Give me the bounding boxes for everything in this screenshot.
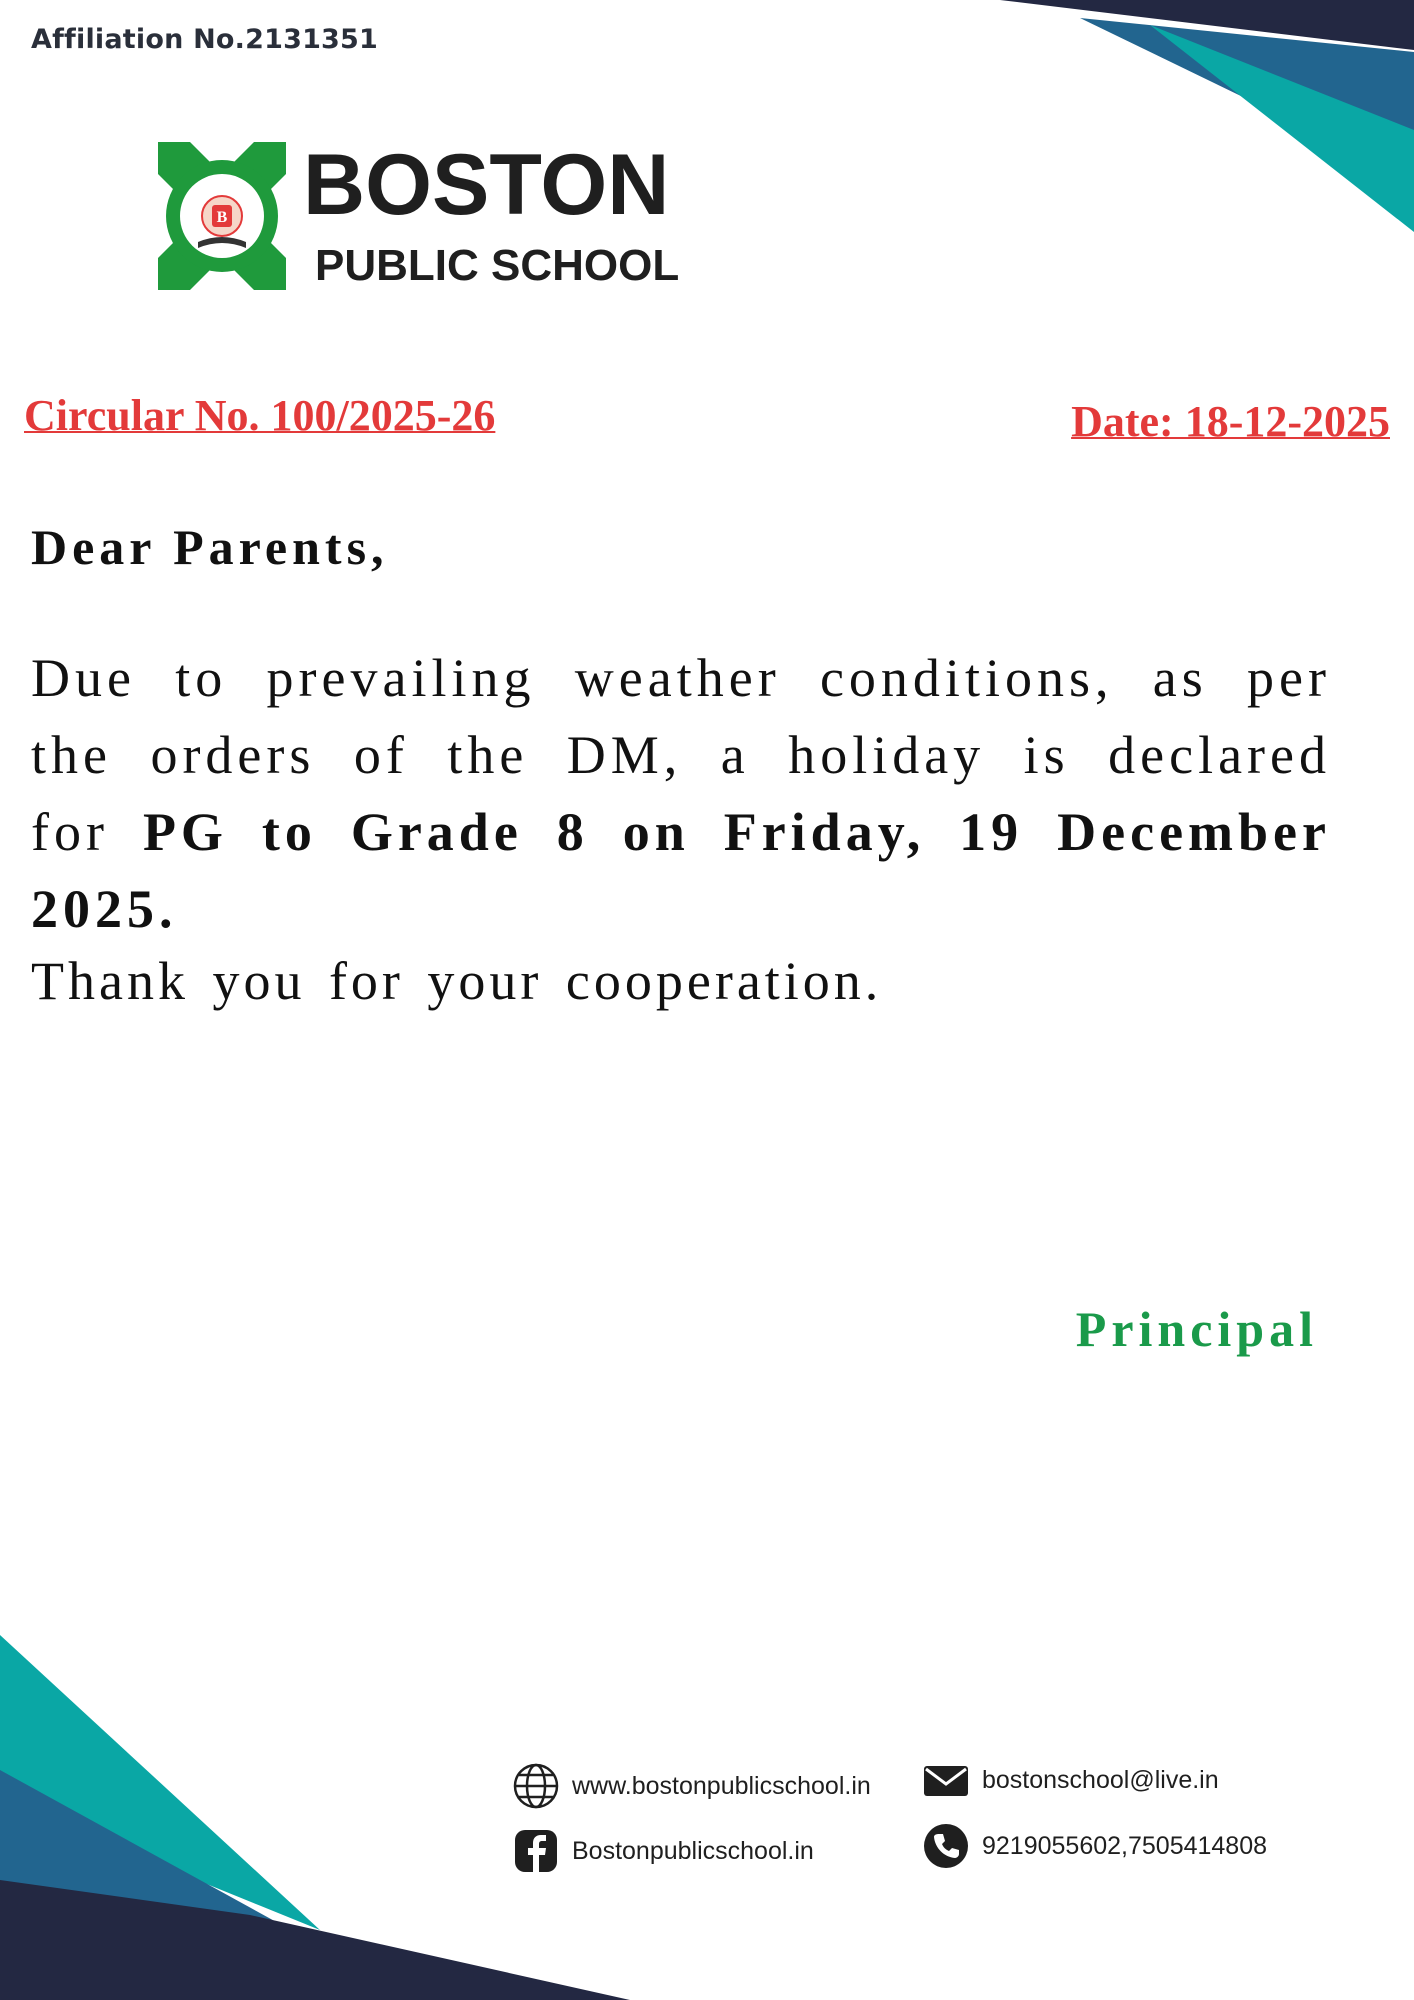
phone-icon: [922, 1822, 970, 1870]
closing-line: Thank you for your cooperation.: [31, 951, 883, 1011]
phone-text: 9219055602,7505414808: [982, 1831, 1268, 1860]
circular-body: [31, 640, 1331, 948]
logo-initials: B: [216, 209, 228, 226]
school-name: BOSTON: [303, 137, 670, 233]
school-subtitle: PUBLIC SCHOOL: [315, 241, 680, 290]
facebook-link[interactable]: [512, 1827, 814, 1875]
salutation: Dear Parents,: [31, 519, 389, 575]
circular-date: Date: 18-12-2025: [1071, 397, 1390, 446]
email-text: bostonschool@live.in: [982, 1765, 1219, 1794]
mail-icon: [922, 1756, 970, 1804]
affiliation-number: Affiliation No.2131351: [31, 24, 379, 55]
website-text: www.bostonpublicschool.in: [572, 1771, 871, 1800]
phone-link[interactable]: [922, 1822, 1267, 1870]
website-link[interactable]: [512, 1762, 871, 1810]
school-logo-icon: [138, 132, 306, 300]
facebook-icon: [512, 1827, 560, 1875]
body-lead-text: Due to prevailing weather conditions, as per the orders of the DM, a holiday is declared for: [31, 648, 1331, 862]
email-link[interactable]: [922, 1756, 1219, 1804]
circular-number: Circular No. 100/2025-26: [24, 391, 496, 440]
signature-principal: Principal: [1075, 1301, 1318, 1357]
facebook-text: Bostonpublicschool.in: [572, 1836, 814, 1865]
body-holiday-detail: PG to Grade 8 on Friday, 19 December 2025.: [31, 802, 1331, 939]
globe-icon: [512, 1762, 560, 1810]
bottom-left-navy-band: [0, 1880, 630, 2000]
